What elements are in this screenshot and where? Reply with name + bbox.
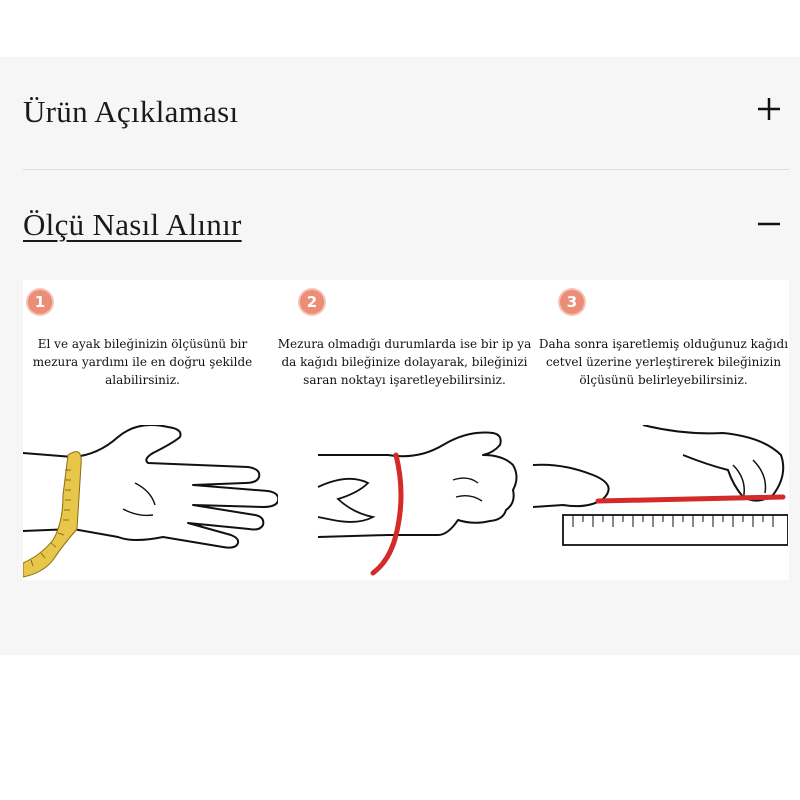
step-description: El ve ayak bileğinizin ölçüsünü bir mezura yardımı ile en doğru şekilde alabilirsiniz. (32, 337, 253, 387)
step-number-badge: 2 (300, 290, 324, 314)
product-details-panel (0, 57, 800, 655)
guide-step-2 (278, 280, 533, 580)
accordion-title-size-guide: Ölçü Nasıl Alınır (23, 207, 242, 242)
ruler-measure-icon (533, 425, 788, 580)
step-number-badge: 3 (560, 290, 584, 314)
accordion-divider (23, 169, 789, 170)
step-description: Daha sonra işaretlemiş olduğunuz kağıdı cetvel üzerine yerleştirerek bileğinizin ölçüsünü belirleyebilirsiniz. (538, 337, 789, 387)
step-description: Mezura olmadığı durumlarda ise bir ip ya da kağıdı bileğinize dolayarak, bileğinizi saran noktayı işaretleyebilirsiniz. (277, 337, 532, 387)
step-number-badge: 1 (28, 290, 52, 314)
size-guide-illustration (23, 280, 789, 580)
accordion-size-guide[interactable] (23, 207, 789, 267)
guide-step-1 (23, 280, 278, 580)
accordion-title-description: Ürün Açıklaması (23, 94, 239, 129)
accordion-product-description[interactable] (23, 94, 789, 154)
plus-icon[interactable] (754, 94, 784, 124)
wrist-string-icon (278, 425, 533, 580)
hand-tape-measure-icon (23, 425, 278, 580)
guide-step-3 (533, 280, 788, 580)
minus-icon[interactable] (754, 207, 784, 237)
